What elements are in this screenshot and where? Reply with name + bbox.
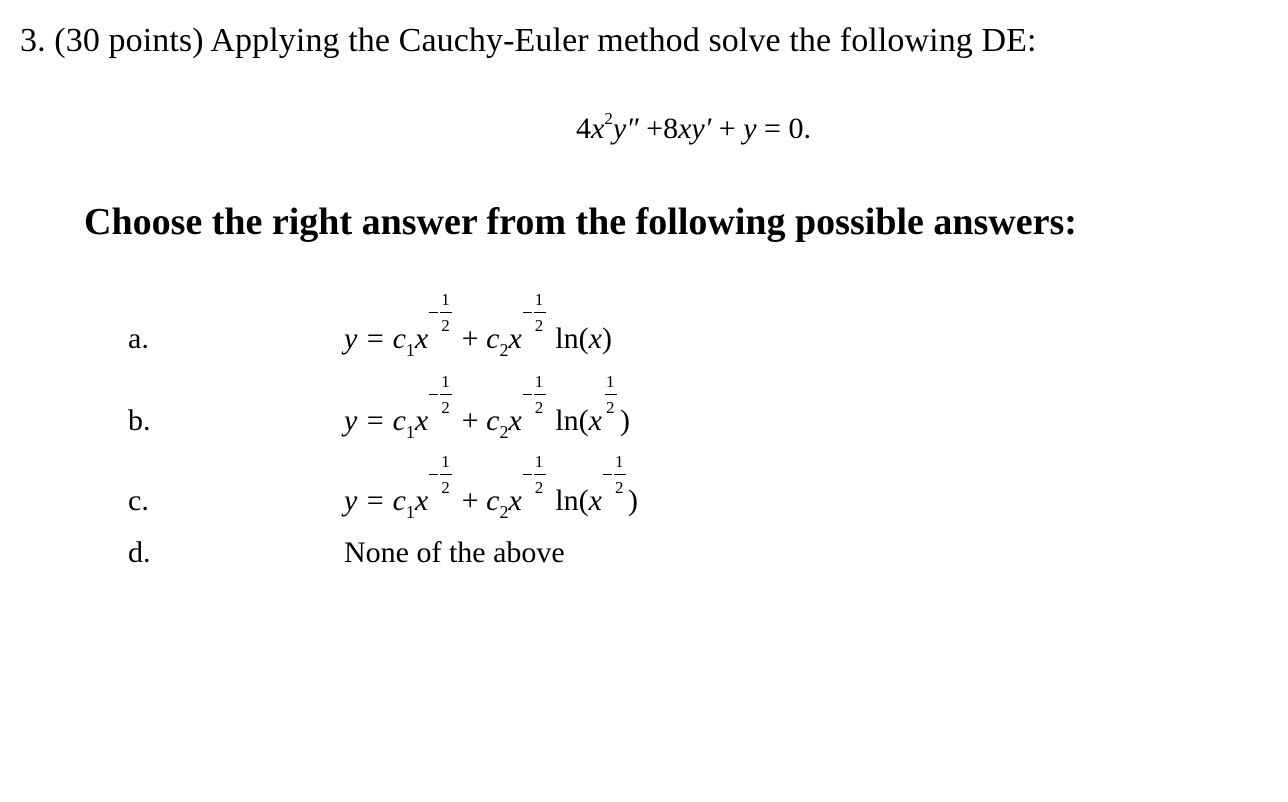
eq-plus: + — [646, 112, 664, 145]
formula-x: x — [508, 404, 522, 437]
formula-c: c — [392, 484, 406, 517]
formula-plus: + — [454, 322, 487, 355]
exponent-neg-half: $\frac{1}{2}$ — [522, 322, 548, 352]
formula-ln: ln( — [547, 484, 589, 517]
exponent-neg-half: $\frac{1}{2}$ — [602, 484, 628, 514]
eq-double-prime: ″ — [626, 112, 639, 145]
eq-coef-4: 4 — [576, 112, 591, 145]
exponent-pos-half: $\frac{1}{2}$ — [602, 404, 620, 434]
formula-ln-arg: x — [588, 404, 602, 437]
option-d-label[interactable]: d. — [128, 536, 151, 569]
formula-x: x — [414, 322, 429, 355]
eq-exponent-2: 2 — [604, 109, 613, 128]
exponent-neg-half: $\frac{1}{2}$ — [522, 484, 548, 514]
formula-c: c — [392, 404, 406, 437]
formula-sub-2: 2 — [499, 422, 509, 442]
eq-x: x — [591, 112, 605, 145]
instruction-heading: Choose the right answer from the following possible answers: — [84, 201, 1077, 243]
formula-close-paren: ) — [601, 322, 612, 355]
formula-ln: ln( — [547, 322, 589, 355]
formula-sub-1: 1 — [405, 422, 415, 442]
eq-xy: xy — [678, 112, 705, 145]
formula-sub-1: 1 — [405, 340, 415, 360]
formula-close-paren: ) — [619, 404, 630, 437]
formula-plus: + — [454, 484, 487, 517]
formula-x: x — [508, 484, 522, 517]
formula-c: c — [486, 322, 500, 355]
differential-equation — [576, 109, 811, 146]
formula-ln-arg: x — [588, 322, 602, 355]
formula-sub-2: 2 — [499, 340, 509, 360]
eq-y: y — [612, 112, 627, 145]
formula-ln: ln( — [547, 404, 589, 437]
formula-x: x — [414, 404, 429, 437]
formula-sub-1: 1 — [405, 502, 415, 522]
formula-ln-arg: x — [588, 484, 602, 517]
formula-y-equals: y = — [344, 484, 393, 517]
eq-y-2: y — [743, 112, 757, 145]
formula-c: c — [486, 484, 500, 517]
eq-prime: ′ — [704, 112, 712, 145]
formula-y-equals: y = — [344, 322, 393, 355]
option-d-text[interactable]: None of the above — [344, 536, 565, 569]
formula-close-paren: ) — [627, 484, 638, 517]
option-a-formula[interactable] — [344, 290, 612, 360]
exponent-neg-half: $\frac{1}{2}$ — [428, 404, 454, 434]
eq-coef-8: 8 — [663, 112, 679, 145]
formula-y-equals: y = — [344, 404, 393, 437]
exponent-neg-half: $\frac{1}{2}$ — [522, 404, 548, 434]
formula-plus: + — [454, 404, 487, 437]
exponent-neg-half: $\frac{1}{2}$ — [428, 484, 454, 514]
formula-c: c — [392, 322, 406, 355]
formula-c: c — [486, 404, 500, 437]
formula-sub-2: 2 — [499, 502, 509, 522]
formula-x: x — [508, 322, 522, 355]
eq-plus-2: + — [718, 112, 736, 145]
question-text: 3. (30 points) Applying the Cauchy-Euler method solve the following DE: — [20, 22, 1037, 59]
option-a-label[interactable]: a. — [128, 322, 149, 355]
eq-equals-zero: = 0 — [764, 112, 804, 145]
option-c-formula[interactable] — [344, 452, 638, 522]
eq-period: . — [803, 112, 811, 145]
option-b-formula[interactable] — [344, 372, 630, 442]
option-c-label[interactable]: c. — [128, 484, 149, 517]
formula-x: x — [414, 484, 429, 517]
exponent-neg-half: $\frac{1}{2}$ — [428, 322, 454, 352]
option-b-label[interactable]: b. — [128, 404, 151, 437]
